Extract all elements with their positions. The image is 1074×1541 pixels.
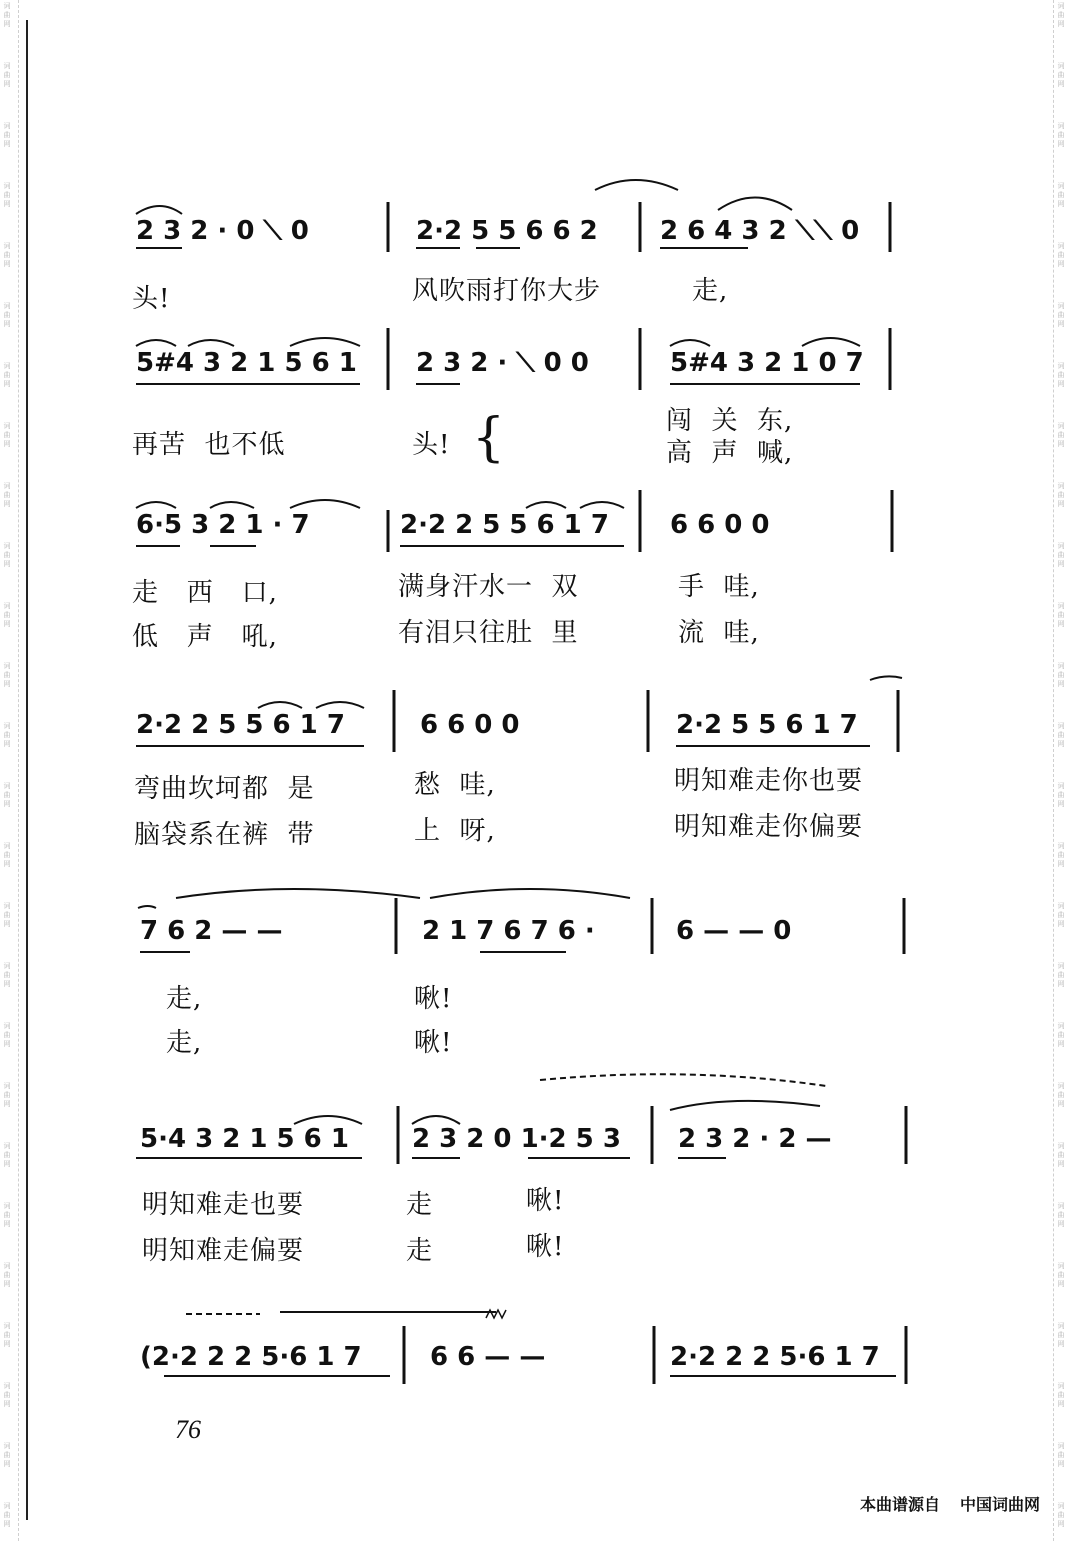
watermark-stack: 词 曲 网 xyxy=(1057,722,1065,748)
source-site: 中国词曲网 xyxy=(959,1495,1040,1514)
watermark-stack: 词 曲 网 xyxy=(1057,242,1065,268)
watermark-stack: 词 曲 网 xyxy=(1057,422,1065,448)
watermark-stack: 词 曲 网 xyxy=(3,1502,11,1528)
source-label: 本曲谱源自 xyxy=(859,1495,940,1514)
watermark-stack: 词 曲 网 xyxy=(1057,2,1065,28)
measure-notes: 2 6 4 3 2 ⟍⟍ 0 xyxy=(660,216,860,246)
binding-margin-line xyxy=(26,20,28,1520)
watermark-stack: 词 曲 网 xyxy=(3,242,11,268)
measure-notes: 2 3 2 0 1·2 5 3 xyxy=(412,1124,621,1154)
watermark-stack: 词 曲 网 xyxy=(3,182,11,208)
measure-notes: 2 1 7 6 7 6 · xyxy=(422,916,595,946)
source-credit xyxy=(860,1492,1040,1515)
watermark-stack: 词 曲 网 xyxy=(1057,1022,1065,1048)
measure-notes: 2 3 2 · 0 ⟍ 0 xyxy=(136,216,309,246)
measure-notes: 6 6 0 0 xyxy=(420,710,520,740)
watermark-stack: 词 曲 网 xyxy=(1057,602,1065,628)
measure-notes: 2·2 2 5 5 6 1 7 xyxy=(136,710,345,740)
measure-notes: 2·2 2 2 5·6 1 7 xyxy=(670,1342,880,1372)
lyric: 再苦 也不低 xyxy=(132,430,286,460)
lyric: 脑袋系在裤 带 xyxy=(134,820,315,850)
lyric: 低 声 吼, xyxy=(132,622,278,652)
lyric: 走 西 口, xyxy=(132,578,278,608)
watermark-stack: 词 曲 网 xyxy=(1057,302,1065,328)
watermark-stack: 词 曲 网 xyxy=(1057,542,1065,568)
watermark-stack: 词 曲 网 xyxy=(3,1142,11,1168)
lyric: 走, xyxy=(692,276,729,306)
watermark-stack: 词 曲 网 xyxy=(1057,1202,1065,1228)
lyric: 有泪只往肚 里 xyxy=(398,618,579,648)
measure-notes: 5#4 3 2 1 5 6 1 xyxy=(136,348,357,378)
watermark-stack: 词 曲 网 xyxy=(3,962,11,988)
lyric: 头! xyxy=(412,430,451,460)
right-watermark-strip xyxy=(1054,0,1068,1541)
watermark-stack: 词 曲 网 xyxy=(3,62,11,88)
watermark-stack: 词 曲 网 xyxy=(1057,782,1065,808)
lyric: 闯 关 东, xyxy=(666,406,794,436)
measure-notes: 2·2 5 5 6 1 7 xyxy=(676,710,858,740)
lyric: 上 呀, xyxy=(414,816,496,846)
lyric: 走, xyxy=(166,984,203,1014)
lyric: 高 声 喊, xyxy=(666,438,794,468)
watermark-stack: 词 曲 网 xyxy=(3,542,11,568)
watermark-stack: 词 曲 网 xyxy=(1057,1442,1065,1468)
measure-notes: 6 — — 0 xyxy=(676,916,792,946)
measure-notes: 5#4 3 2 1 0 7 xyxy=(670,348,864,378)
watermark-stack: 词 曲 网 xyxy=(3,1022,11,1048)
watermark-stack: 词 曲 网 xyxy=(3,662,11,688)
watermark-stack: 词 曲 网 xyxy=(3,722,11,748)
measure-notes: 2·2 5 5 6 6 2 xyxy=(416,216,598,246)
lyric: 走 xyxy=(406,1190,434,1220)
watermark-stack: 词 曲 网 xyxy=(1057,1322,1065,1348)
lyric: 明知难走偏要 xyxy=(142,1236,305,1266)
watermark-stack: 词 曲 网 xyxy=(3,362,11,388)
lyric: 风吹雨打你大步 xyxy=(412,276,602,306)
watermark-stack: 词 曲 网 xyxy=(3,482,11,508)
watermark-stack: 词 曲 网 xyxy=(1057,1082,1065,1108)
lyric: 啾! xyxy=(526,1232,565,1262)
lyric: 啾! xyxy=(414,1028,453,1058)
measure-notes: 2 3 2 · 2 — xyxy=(678,1124,832,1154)
watermark-stack: 词 曲 网 xyxy=(3,602,11,628)
watermark-stack: 词 曲 网 xyxy=(3,122,11,148)
lyric: 愁 哇, xyxy=(414,770,496,800)
watermark-stack: 词 曲 网 xyxy=(1057,362,1065,388)
watermark-stack: 词 曲 网 xyxy=(3,1262,11,1288)
watermark-stack: 词 曲 网 xyxy=(1057,122,1065,148)
measure-notes: 6 6 — — xyxy=(430,1342,546,1372)
watermark-stack: 词 曲 网 xyxy=(1057,1142,1065,1168)
watermark-stack: 词 曲 网 xyxy=(1057,662,1065,688)
lyric: 走, xyxy=(166,1028,203,1058)
lyric: 啾! xyxy=(414,984,453,1014)
measure-notes: 2 3 2 · ⟍ 0 0 xyxy=(416,348,589,378)
lyric: 明知难走你也要 xyxy=(674,766,864,796)
watermark-stack: 词 曲 网 xyxy=(1057,902,1065,928)
measure-notes: (2·2 2 2 5·6 1 7 xyxy=(140,1342,362,1372)
lyric: 头! xyxy=(132,284,171,314)
lyric: 手 哇, xyxy=(678,572,760,602)
watermark-stack: 词 曲 网 xyxy=(3,1322,11,1348)
watermark-stack: 词 曲 网 xyxy=(3,302,11,328)
watermark-stack: 词 曲 网 xyxy=(1057,1382,1065,1408)
left-dashed-rule xyxy=(18,0,19,1541)
watermark-stack: 词 曲 网 xyxy=(3,1202,11,1228)
watermark-stack: 词 曲 网 xyxy=(3,1082,11,1108)
watermark-stack: 词 曲 网 xyxy=(1057,1262,1065,1288)
lyric: 明知难走你偏要 xyxy=(674,812,864,842)
lyric-brace: { xyxy=(472,408,506,468)
right-dashed-rule xyxy=(1053,0,1054,1541)
lyric: 满身汗水一 双 xyxy=(398,572,579,602)
measure-notes: 6 6 0 0 xyxy=(670,510,770,540)
measure-notes: 2·2 2 5 5 6 1 7 xyxy=(400,510,609,540)
watermark-stack: 词 曲 网 xyxy=(3,782,11,808)
watermark-stack: 词 曲 网 xyxy=(1057,182,1065,208)
watermark-stack: 词 曲 网 xyxy=(3,902,11,928)
left-watermark-strip xyxy=(0,0,14,1541)
lyric: 明知难走也要 xyxy=(142,1190,305,1220)
lyric: 流 哇, xyxy=(678,618,760,648)
watermark-stack: 词 曲 网 xyxy=(1057,1502,1065,1528)
watermark-stack: 词 曲 网 xyxy=(3,842,11,868)
measure-notes: 6·5 3 2 1 · 7 xyxy=(136,510,310,540)
watermark-stack: 词 曲 网 xyxy=(3,422,11,448)
watermark-stack: 词 曲 网 xyxy=(3,1442,11,1468)
lyric: 啾! xyxy=(526,1186,565,1216)
watermark-stack: 词 曲 网 xyxy=(1057,962,1065,988)
watermark-stack: 词 曲 网 xyxy=(3,2,11,28)
watermark-stack: 词 曲 网 xyxy=(1057,482,1065,508)
watermark-stack: 词 曲 网 xyxy=(3,1382,11,1408)
lyric: 弯曲坎坷都 是 xyxy=(134,774,315,804)
lyric: 走 xyxy=(406,1236,434,1266)
page-number: 76 xyxy=(175,1415,201,1444)
measure-notes: 7 6 2 — — xyxy=(140,916,283,946)
watermark-stack: 词 曲 网 xyxy=(1057,842,1065,868)
watermark-stack: 词 曲 网 xyxy=(1057,62,1065,88)
measure-notes: 5·4 3 2 1 5 6 1 xyxy=(140,1124,349,1154)
